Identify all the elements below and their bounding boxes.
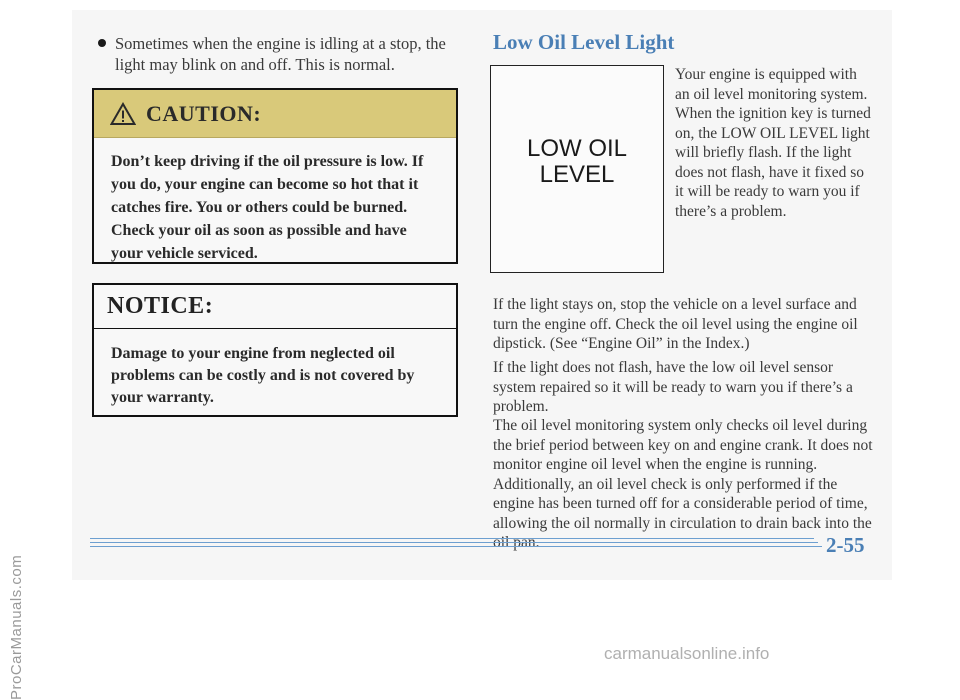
bullet-note <box>98 33 465 75</box>
footer-site-link[interactable]: carmanualsonline.info <box>604 644 770 663</box>
page-number: 2-55 <box>826 533 865 557</box>
footer-rule-3 <box>90 546 822 547</box>
section-title: Low Oil Level Light <box>493 30 675 54</box>
side-watermark: ProCarManuals.com <box>8 554 25 700</box>
bullet-dot-icon <box>98 39 106 47</box>
paragraph-light-does-not-flash: If the light does not flash, have the low oil level sensor system repaired so it will be ready to warn you if there’s a problem. <box>493 359 853 415</box>
indicator-text <box>527 136 627 188</box>
notice-title: NOTICE: <box>107 293 214 319</box>
indicator-line-1: LOW OIL <box>526 135 628 162</box>
paragraph-monitoring-system: The oil level monitoring system only checks oil level during the brief period between key on and engine crank. It does not monitor engine oil level when the engine is running. Additionally, an oil level check is only performed if the engine has been turned off for a considerable period of time, allowing the oil normally in circulation to drain back into the oil pan. <box>493 417 873 551</box>
bullet-text: Sometimes when the engine is idling at a stop, the light may blink on and off. This is normal. <box>115 34 446 74</box>
footer-rule-1 <box>90 538 814 539</box>
low-oil-level-indicator-illustration <box>490 65 664 273</box>
warning-triangle-icon <box>110 102 136 126</box>
paragraph-light-stays-on: If the light stays on, stop the vehicle on a level surface and turn the engine off. Check the oil level using the engine oil dipstick. (See “Engine Oil” in the Index.) <box>493 296 858 352</box>
caution-title: CAUTION: <box>146 100 262 126</box>
caution-header <box>94 90 456 138</box>
notice-header <box>94 285 456 329</box>
indicator-description: Your engine is equipped with an oil level monitoring system. When the ignition key is turned on, the LOW OIL LEVEL light will briefly flash. If the light does not flash, have it fixed so it will be ready to warn you if there’s a problem. <box>675 66 871 220</box>
caution-box <box>92 88 458 264</box>
footer-rule-2 <box>90 542 818 543</box>
notice-box <box>92 283 458 417</box>
caution-body: Don’t keep driving if the oil pressure is low. If you do, your engine can become so hot that it catches fire. You or others could be burned. Check your oil as soon as possible and have your vehicle serviced. <box>111 153 424 262</box>
indicator-line-2: LEVEL <box>539 161 615 188</box>
notice-body: Damage to your engine from neglected oil problems can be costly and is not covered by your warranty. <box>111 345 415 406</box>
